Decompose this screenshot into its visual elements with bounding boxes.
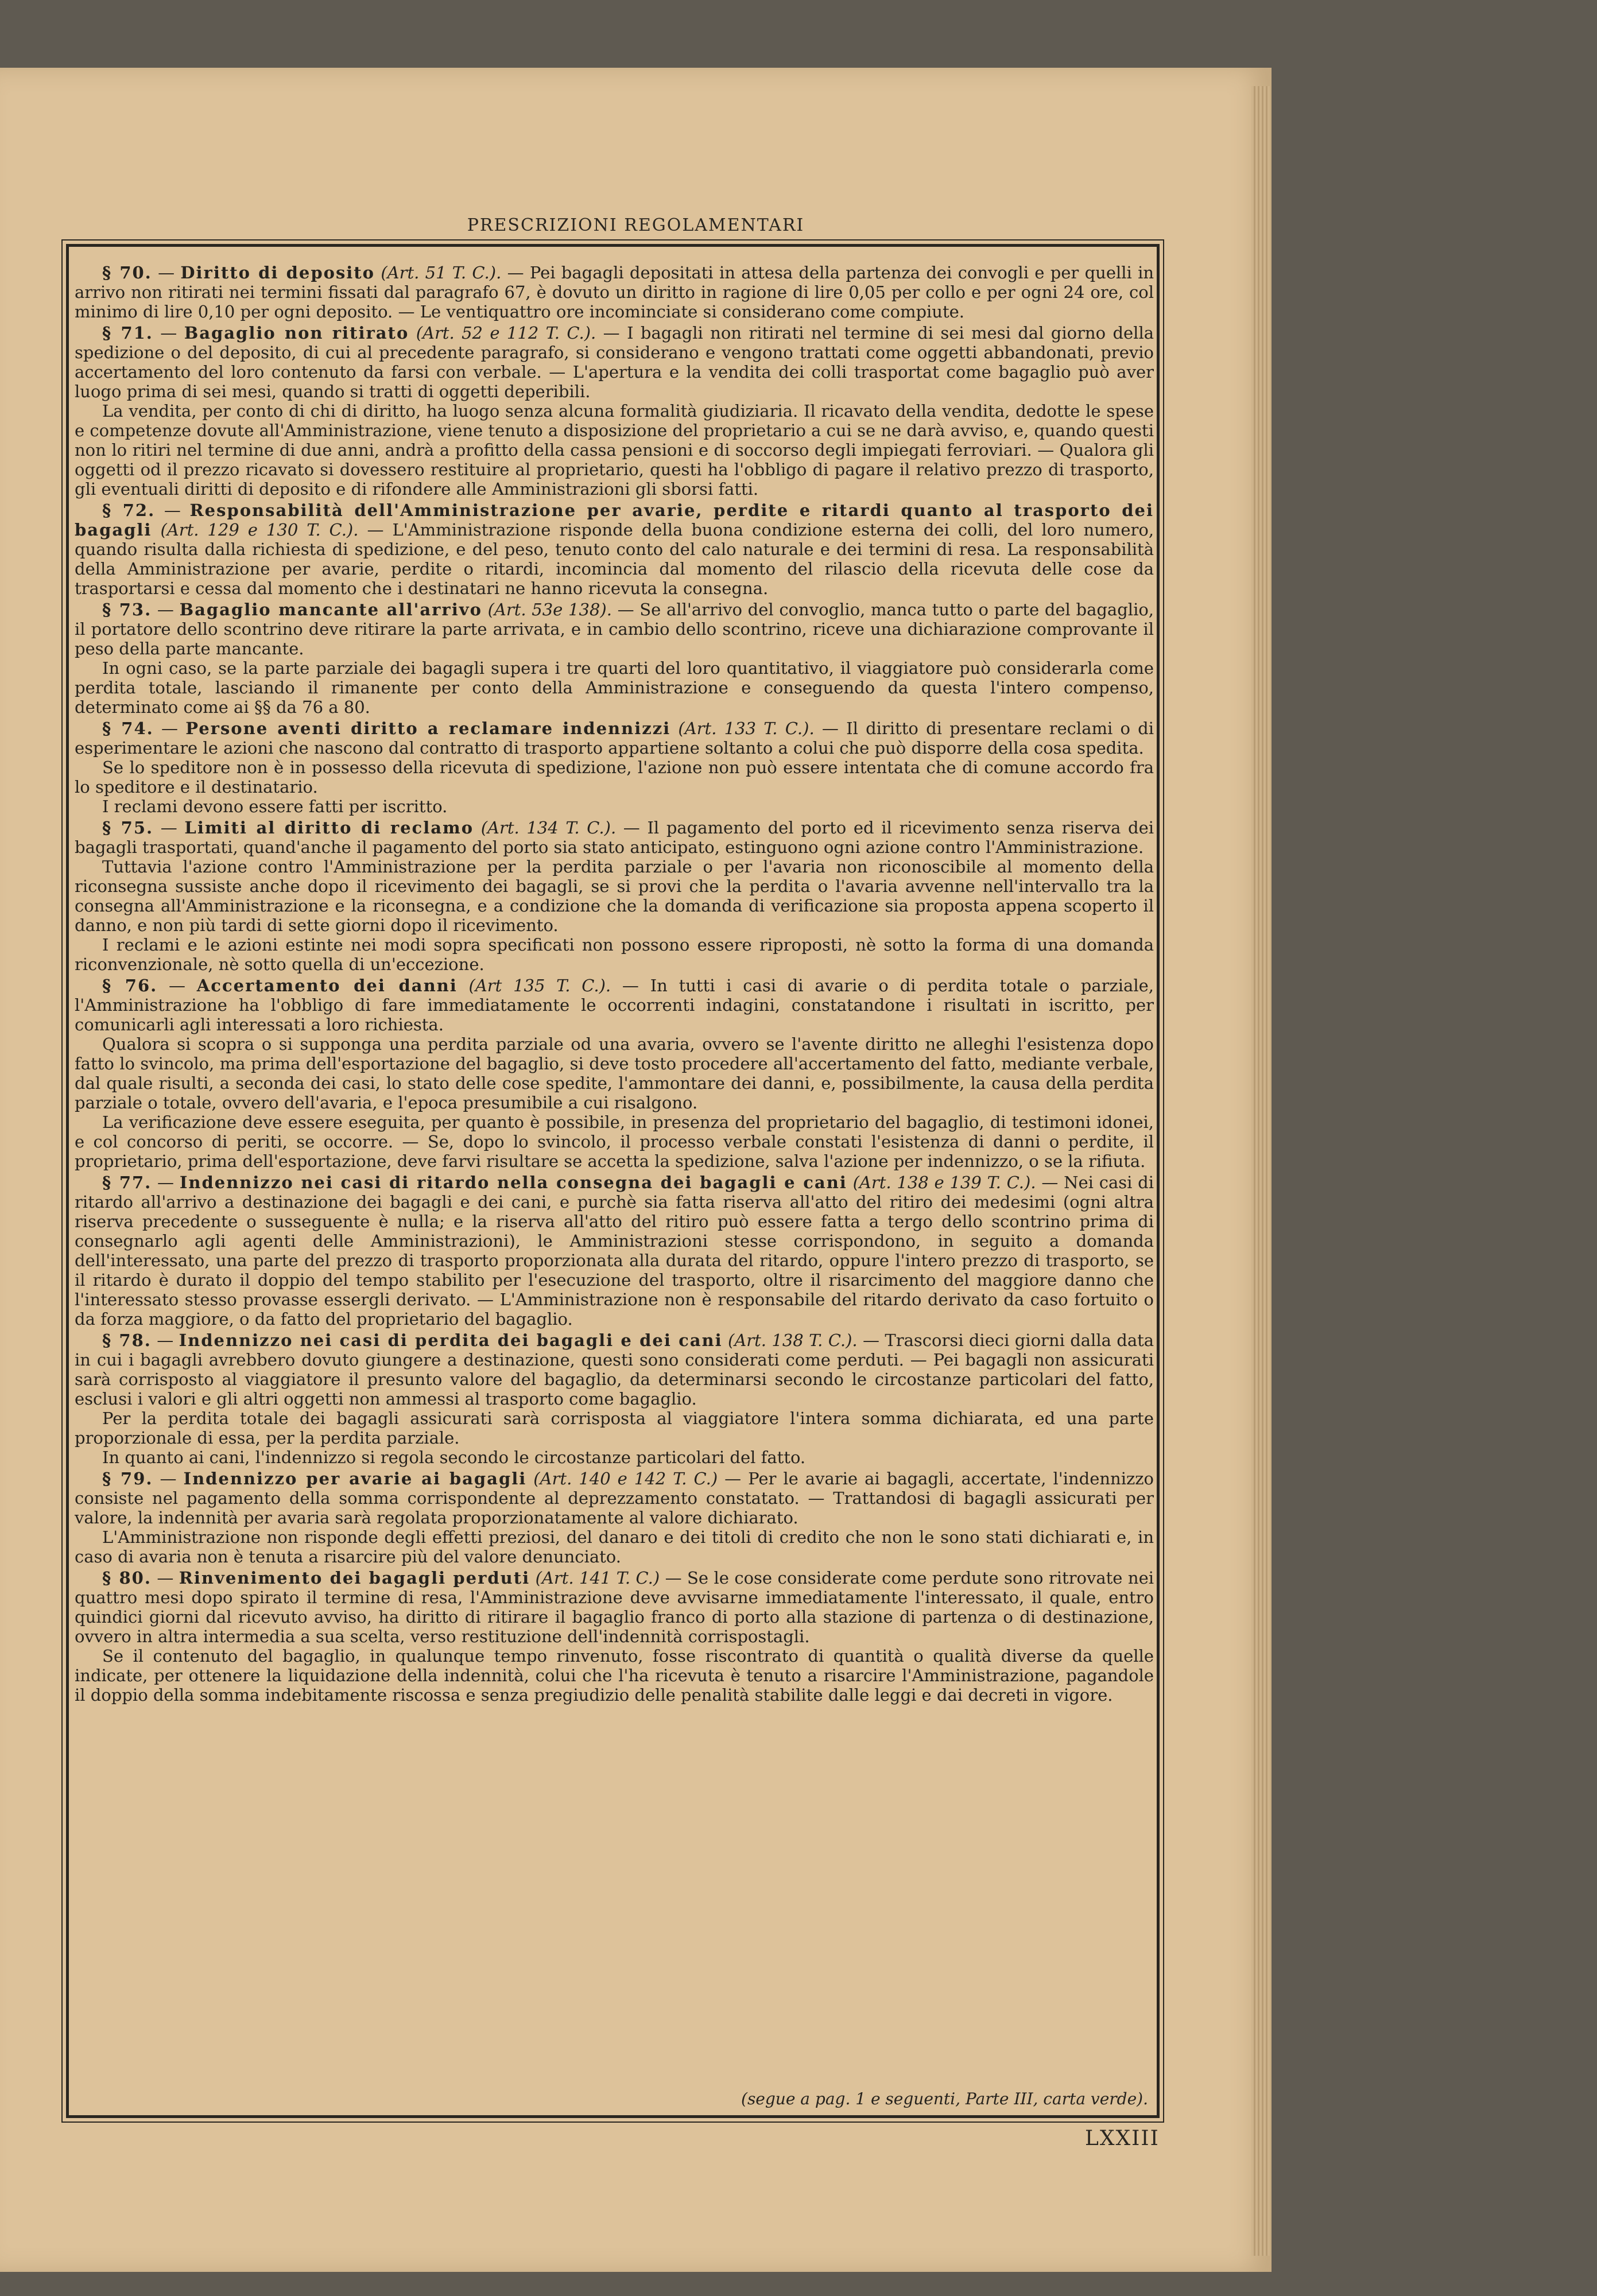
section: § 79. — Indennizzo per avarie ai bagagli (Art. 140 e 142 T. C.) — Per le avarie ai bagagli, accertate, l'indennizzo consiste nel pagamento della somma corrispondente al deprezzamento constatato. — Trattandosi di bagagli assicurati per valore, la indennità per avaria sarà regolata proporzionatamente al valore dichiarato. <box>75 1469 1154 1527</box>
section: § 74. — Persone aventi diritto a reclamare indennizzi (Art. 133 T. C.). — Il diritto di presentare reclami o di esperimentare le azioni che nascono dal contratto di trasporto appartiene soltanto a colui che può disporre della cosa spedita. <box>75 719 1154 758</box>
section-title: Indennizzo nei casi di perdita dei bagagli e dei cani <box>179 1331 723 1350</box>
paragraph: I bagagli non ritirati nel termine di sei mesi dal giorno della spedizione o del deposito, di cui al precedente paragrafo, si considerano e vengono trattati come oggetti abbandonati, previo accertamento del loro contenuto da farsi con verbale. — L'apertura e la vendita dei colli trasportat come bagaglio può aver luogo prima di sei mesi, quando si tratti di oggetti deperibili. <box>75 323 1154 401</box>
section-reference: (Art. 51 T. C.). <box>381 263 502 282</box>
section: § 78. — Indennizzo nei casi di perdita dei bagagli e dei cani (Art. 138 T. C.). — Trascorsi dieci giorni dalla data in cui i bagagli avrebbero dovuto giungere a destinazione, questi sono considerati come perduti. — Pei bagagli non assicurati sarà corrisposto al viaggiatore il presunto valore del bagaglio, da determinarsi secondo le circostanze particolari del fatto, esclusi i valori e gli altri oggetti non ammessi al trasporto come bagaglio. <box>75 1331 1154 1409</box>
paragraph: I reclami devono essere fatti per iscritto. <box>102 797 448 816</box>
section-number: § 78. <box>102 1331 152 1350</box>
section: § 73. — Bagaglio mancante all'arrivo (Art. 53e 138). — Se all'arrivo del convoglio, manca tutto o parte del bagaglio, il portatore dello scontrino deve ritirare la parte arrivata, e in cambio dello scontrino, riceve una dichiarazione comprovante il peso della parte mancante. <box>75 600 1154 658</box>
paragraph: L'Amministrazione risponde della buona condizione esterna dei colli, del loro numero, quando risulta dalla richiesta di spedizione, e del peso, tenuto conto del calo naturale e dei termini di resa. La responsabilità della Amministrazione per avarie, perdite o ritardi, incomincia dal momento del rilascio della ricevuta delle cose da trasportarsi e cessa dal momento che i destinatari ne hanno ricevuta la consegna. <box>75 520 1154 598</box>
section: § 71. — Bagaglio non ritirato (Art. 52 e 112 T. C.). — I bagagli non ritirati nel termine di sei mesi dal giorno della spedizione o del deposito, di cui al precedente paragrafo, si considerano e vengono trattati come oggetti abbandonati, previo accertamento del loro contenuto da farsi con verbale. — L'apertura e la vendita dei colli trasportat come bagaglio può aver luogo prima di sei mesi, quando si tratti di oggetti deperibili. <box>75 323 1154 401</box>
regulation-text <box>75 261 1154 1705</box>
paragraph: Trascorsi dieci giorni dalla data in cui i bagagli avrebbero dovuto giungere a destinazione, questi sono considerati come perduti. — Pei bagagli non assicurati sarà corrisposto al viaggiatore il presunto valore del bagaglio, da determinarsi secondo le circostanze particolari del fatto, esclusi i valori e gli altri oggetti non ammessi al trasporto come bagaglio. <box>75 1331 1154 1409</box>
section-number: § 79. <box>102 1469 153 1488</box>
section-reference: (Art. 141 T. C.) <box>535 1568 660 1588</box>
section-title: Persone aventi diritto a reclamare indennizzi <box>185 719 671 738</box>
paragraph: Se le cose considerate come perdute sono ritrovate nei quattro mesi dopo spirato il termine di resa, l'Amministrazione deve avvisarne immediatamente l'interessato, il quale, entro quindici giorni dal ricevuto avviso, ha diritto di ritirare il bagaglio franco di porto alla stazione di partenza o di destinazione, ovvero in altra intermedia a sua scelta, verso restituzione dell'indennità corrispostagli. <box>75 1568 1154 1646</box>
paragraph: Nei casi di ritardo all'arrivo a destinazione dei bagagli e dei cani, e purchè sia fatta riserva all'atto del ritiro dei medesimi (ogni altra riserva precedente o susseguente è nulla; e la riserva all'atto del ritiro può essere fatta a tergo dello scontrino prima di consegnarlo agli agenti delle Amministrazioni), le Amministrazioni stesse corrispondono, in seguito a domanda dell'interessato, una parte del prezzo di trasporto proporzionata alla durata del ritardo, oppure l'intero prezzo di trasporto, se il ritardo è durato il doppio del tempo stabilito per l'esecuzione del trasporto, oltre il risarcimento del maggiore danno che l'interessato stesso provasse essergli derivato. — L'Amministrazione non è responsabile del ritardo derivato da caso fortuito o da forza maggiore, o da fatto del proprietario del bagaglio. <box>75 1173 1154 1329</box>
paragraph: La verificazione deve essere eseguita, per quanto è possibile, in presenza del proprietario del bagaglio, di testimoni idonei, e col concorso di periti, se occorre. — Se, dopo lo svincolo, il processo verbale constati l'esistenza di danni o perdite, il proprietario, prima dell'esportazione, deve farvi risultare se accetta la spedizione, salva l'azione per indennizzo, o se la rifiuta. <box>75 1112 1154 1171</box>
section: § 75. — Limiti al diritto di reclamo (Art. 134 T. C.). — Il pagamento del porto ed il ricevimento senza riserva dei bagagli trasportati, quand'anche il pagamento del porto sia stato anticipato, estinguono ogni azione contro l'Amministrazione. <box>75 818 1154 857</box>
page-header: PRESCRIZIONI REGOLAMENTARI <box>467 215 805 235</box>
continuation-note: (segue a pag. 1 e seguenti, Parte III, carta verde). <box>741 2089 1148 2108</box>
paragraph: Se il contenuto del bagaglio, in qualunque tempo rinvenuto, fosse riscontrato di quantità o qualità diverse da quelle indicate, per ottenere la liquidazione della indennità, colui che l'ha ricevuta è tenuto a risarcire l'Amministrazione, pagandole il doppio della somma indebitamente riscossa e senza pregiudizio delle penalità stabilite dalle leggi e dai decreti in vigore. <box>75 1646 1154 1705</box>
paragraph: Per la perdita totale dei bagagli assicurati sarà corrisposta al viaggiatore l'intera somma dichiarata, ed una parte proporzionale di essa, per la perdita parziale. <box>75 1409 1154 1448</box>
section-number: § 72. <box>102 501 156 520</box>
paragraph: I reclami e le azioni estinte nei modi sopra specificati non possono essere riproposti, nè sotto la forma di una domanda riconvenzionale, nè sotto quella di un'eccezione. <box>75 935 1154 974</box>
section-reference: (Art. 133 T. C.). <box>678 719 815 738</box>
section-number: § 70. <box>102 263 152 282</box>
paragraph: L'Amministrazione non risponde degli effetti preziosi, del danaro e dei titoli di credito che non le sono stati dichiarati e, in caso di avaria non è tenuta a risarcire più del valore denunciato. <box>75 1527 1154 1566</box>
section-number: § 74. <box>102 719 154 738</box>
paragraph: Pei bagagli depositati in attesa della partenza dei convogli e per quelli in arrivo non ritirati nei termini fissati dal paragrafo 67, è dovuto un diritto in ragione di lire 0,05 per collo e per ogni 24 ore, col minimo di lire 0,10 per ogni deposito. — Le ventiquattro ore incominciate si considerano come compiute. <box>75 263 1154 321</box>
paragraph: Il diritto di presentare reclami o di esperimentare le azioni che nascono dal contratto di trasporto appartiene soltanto a colui che può disporre della cosa spedita. <box>75 719 1154 758</box>
section-title: Rinvenimento dei bagagli perduti <box>179 1568 530 1588</box>
section: § 76. — Accertamento dei danni (Art 135 T. C.). — In tutti i casi di avarie o di perdita totale o parziale, l'Amministrazione ha l'obbligo di fare immediatamente le occorrenti indagini, constatandone i risultati in iscritto, per comunicarli agli interessati a loro richiesta. <box>75 976 1154 1034</box>
section-reference: (Art. 129 e 130 T. C.). <box>160 520 359 540</box>
page-edges <box>1251 86 1270 2256</box>
section-number: § 75. <box>102 818 154 837</box>
section: § 80. — Rinvenimento dei bagagli perduti (Art. 141 T. C.) — Se le cose considerate come perdute sono ritrovate nei quattro mesi dopo spirato il termine di resa, l'Amministrazione deve avvisarne immediatamente l'interessato, il quale, entro quindici giorni dal ricevuto avviso, ha diritto di ritirare il bagaglio franco di porto alla stazione di partenza o di destinazione, ovvero in altra intermedia a sua scelta, verso restituzione dell'indennità corrispostagli. <box>75 1568 1154 1646</box>
section: § 72. — Responsabilità dell'Amministrazione per avarie, perdite e ritardi quanto al trasporto dei bagagli (Art. 129 e 130 T. C.). — L'Amministrazione risponde della buona condizione esterna dei colli, del loro numero, quando risulta dalla richiesta di spedizione, e del peso, tenuto conto del calo naturale e dei termini di resa. La responsabilità della Amministrazione per avarie, perdite o ritardi, incomincia dal momento del rilascio della ricevuta delle cose da trasportarsi e cessa dal momento che i destinatari ne hanno ricevuta la consegna. <box>75 501 1154 598</box>
section: § 70. — Diritto di deposito (Art. 51 T. C.). — Pei bagagli depositati in attesa della partenza dei convogli e per quelli in arrivo non ritirati nei termini fissati dal paragrafo 67, è dovuto un diritto in ragione di lire 0,05 per collo e per ogni 24 ore, col minimo di lire 0,10 per ogni deposito. — Le ventiquattro ore incominciate si considerano come compiute. <box>75 263 1154 321</box>
section-title: Accertamento dei danni <box>196 976 458 995</box>
section-reference: (Art. 134 T. C.). <box>480 818 617 837</box>
section-title: Limiti al diritto di reclamo <box>184 818 474 837</box>
paragraph: Se lo speditore non è in possesso della ricevuta di spedizione, l'azione non può essere intentata che di comune accordo fra lo speditore e il destinatario. <box>75 758 1154 797</box>
section-title: Responsabilità dell'Amministrazione per avarie, perdite e ritardi quanto al trasporto dei bagagli <box>75 501 1154 540</box>
paragraph: In tutti i casi di avarie o di perdita totale o parziale, l'Amministrazione ha l'obbligo di fare immediatamente le occorrenti indagini, constatandone i risultati in iscritto, per comunicarli agli interessati a loro richiesta. <box>75 976 1154 1034</box>
section-reference: (Art 135 T. C.). <box>468 976 611 995</box>
paragraph: Per le avarie ai bagagli, accertate, l'indennizzo consiste nel pagamento della somma corrispondente al deprezzamento constatato. — Trattandosi di bagagli assicurati per valore, la indennità per avaria sarà regolata proporzionatamente al valore dichiarato. <box>75 1469 1154 1527</box>
section-reference: (Art. 53e 138). <box>487 600 612 619</box>
paragraph: In quanto ai cani, l'indennizzo si regola secondo le circostanze particolari del fatto. <box>102 1448 806 1467</box>
paragraph: La vendita, per conto di chi di diritto, ha luogo senza alcuna formalità giudiziaria. Il ricavato della vendita, dedotte le spese e competenze dovute all'Amministrazione, viene tenuto a disposizione del proprietario a cui se ne darà avviso, e, quando questi non lo ritiri nel termine di due anni, andrà a profitto della cassa pensioni e di soccorso degli impiegati ferroviari. — Qualora gli oggetti od il prezzo ricavato si dovessero restituire al proprietario, questi ha l'obbligo di pagare il relativo prezzo di trasporto, gli eventuali diritti di deposito e di rifondere alle Amministrazioni gli sborsi fatti. <box>75 401 1154 499</box>
paragraph: Qualora si scopra o si supponga una perdita parziale od una avaria, ovvero se l'avente diritto ne alleghi l'esistenza dopo fatto lo svincolo, ma prima dell'esportazione del bagaglio, si deve tosto procedere all'accertamento del fatto, mediante verbale, dal quale risulti, a seconda dei casi, lo stato delle cose spedite, l'ammontare dei danni, e, possibilmente, la causa della perdita parziale o totale, ovvero dell'avaria, e l'epoca presumibile a cui risalgono. <box>75 1034 1154 1112</box>
section-title: Indennizzo per avarie ai bagagli <box>183 1469 527 1488</box>
section-reference: (Art. 138 T. C.). <box>728 1331 858 1350</box>
page-number: LXXIII <box>1085 2127 1160 2150</box>
section-title: Bagaglio non ritirato <box>184 323 409 343</box>
section-number: § 71. <box>102 323 153 343</box>
paragraph: In ogni caso, se la parte parziale dei bagagli supera i tre quarti del loro quantitativo, il viaggiatore può considerarla come perdita totale, lasciando il rimanente per conto della Amministrazione e conseguendo da questa l'intero compenso, determinato come ai §§ da 76 a 80. <box>75 658 1154 717</box>
section-title: Diritto di deposito <box>180 263 375 282</box>
section-reference: (Art. 138 e 139 T. C.). <box>852 1173 1036 1192</box>
section-title: Bagaglio mancante all'arrivo <box>179 600 482 619</box>
section-reference: (Art. 140 e 142 T. C.) <box>533 1469 718 1488</box>
paragraph: Il pagamento del porto ed il ricevimento senza riserva dei bagagli trasportati, quand'anche il pagamento del porto sia stato anticipato, estinguono ogni azione contro l'Amministrazione. <box>75 818 1154 857</box>
section-title: Indennizzo nei casi di ritardo nella consegna dei bagagli e cani <box>179 1173 847 1192</box>
paragraph: Tuttavia l'azione contro l'Amministrazione per la perdita parziale o per l'avaria non riconoscibile al momento della riconsegna sussiste anche dopo il ricevimento dei bagagli, se si provi che la perdita o l'avaria avvenne nell'intervallo tra la consegna all'Amministrazione e la riconsegna, e a condizione che la domanda di verificazione sia proposta appena scoperto il danno, e non più tardi di sette giorni dopo il ricevimento. <box>75 857 1154 935</box>
section-number: § 73. <box>102 600 152 619</box>
section: § 77. — Indennizzo nei casi di ritardo nella consegna dei bagagli e cani (Art. 138 e 139 T. C.). — Nei casi di ritardo all'arrivo a destinazione dei bagagli e dei cani, e purchè sia fatta riserva all'atto del ritiro dei medesimi (ogni altra riserva precedente o susseguente è nulla; e la riserva all'atto del ritiro può essere fatta a tergo dello scontrino prima di consegnarlo agli agenti delle Amministrazioni), le Amministrazioni stesse corrispondono, in seguito a domanda dell'interessato, una parte del prezzo di trasporto proporzionata alla durata del ritardo, oppure l'intero prezzo di trasporto, se il ritardo è durato il doppio del tempo stabilito per l'esecuzione del trasporto, oltre il risarcimento del maggiore danno che l'interessato stesso provasse essergli derivato. — L'Amministrazione non è responsabile del ritardo derivato da caso fortuito o da forza maggiore, o da fatto del proprietario del bagaglio. <box>75 1173 1154 1329</box>
section-number: § 76. <box>102 976 158 995</box>
section-number: § 77. <box>102 1173 152 1192</box>
section-reference: (Art. 52 e 112 T. C.). <box>416 323 596 343</box>
paragraph: Se all'arrivo del convoglio, manca tutto o parte del bagaglio, il portatore dello scontrino deve ritirare la parte arrivata, e in cambio dello scontrino, riceve una dichiarazione comprovante il peso della parte mancante. <box>75 600 1154 658</box>
section-number: § 80. <box>102 1568 152 1588</box>
